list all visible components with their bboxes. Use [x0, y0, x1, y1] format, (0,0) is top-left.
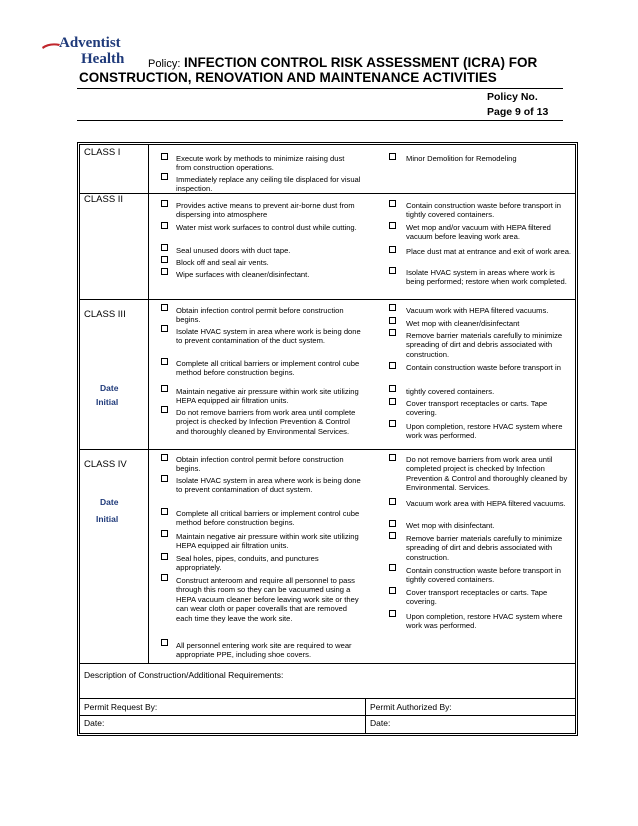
policy-title-line2: CONSTRUCTION, RENOVATION AND MAINTENANCE ACTIVITIES [79, 70, 497, 85]
class-i-label: CLASS I [84, 147, 121, 158]
class-iii-item: Obtain infection control permit before construction begins. [176, 306, 344, 325]
date-right-label: Date: [370, 718, 391, 728]
checkbox[interactable] [389, 564, 396, 571]
checkbox[interactable] [389, 200, 396, 207]
class-iv-item: Remove barrier materials carefully to minimize spreading of dirt and debris associated with construction. [406, 534, 563, 562]
checkbox[interactable] [389, 222, 396, 229]
class-iii-item: Remove barrier materials carefully to minimize spreading of dirt and debris associated with construction. [406, 331, 563, 359]
checkbox[interactable] [161, 173, 168, 180]
class-iii-item: Cover transport receptacles or carts. Tape covering. [406, 399, 548, 418]
class-iv-date-label: Date [100, 497, 119, 507]
class-iv-item: Isolate HVAC system in area where work is being done to prevent contamination of duct system. [176, 476, 361, 495]
page-number: Page 9 of 13 [487, 106, 549, 118]
header-divider-bottom [77, 120, 563, 121]
permit-authorized-label: Permit Authorized By: [370, 702, 452, 712]
permit-request-label: Permit Request By: [84, 702, 158, 712]
class-iii-item: Complete all critical barriers or implement control cube method before construction begins. [176, 359, 360, 378]
checkbox[interactable] [161, 244, 168, 251]
class-iii-initial-label: Initial [96, 397, 119, 407]
checkbox[interactable] [161, 325, 168, 332]
class-iv-initial-label: Initial [96, 514, 119, 524]
checkbox[interactable] [161, 268, 168, 275]
class-iv-item: Upon completion, restore HVAC system where work was performed. [406, 612, 563, 631]
checkbox[interactable] [161, 639, 168, 646]
policy-title: INFECTION CONTROL RISK ASSESSMENT (ICRA) FOR [184, 55, 538, 70]
checkbox[interactable] [389, 304, 396, 311]
class-iv-item: Complete all critical barriers or implement control cube method before construction begins. [176, 509, 360, 528]
checkbox[interactable] [161, 508, 168, 515]
checkbox[interactable] [161, 553, 168, 560]
checkbox[interactable] [389, 454, 396, 461]
class-iv-item: Obtain infection control permit before construction begins. [176, 455, 344, 474]
row-divider [79, 698, 576, 699]
logo-line1: Adventist [59, 35, 121, 51]
checkbox[interactable] [389, 153, 396, 160]
class-iv-item: Maintain negative air pressure within work site utilizing HEPA equipped air filtration units. [176, 532, 359, 551]
checkbox[interactable] [389, 385, 396, 392]
logo-swoosh-icon [41, 41, 61, 51]
date-left-label: Date: [84, 718, 105, 728]
row-divider [79, 449, 576, 450]
row-divider [79, 663, 576, 664]
checkbox[interactable] [161, 200, 168, 207]
checkbox[interactable] [161, 574, 168, 581]
checkbox[interactable] [389, 587, 396, 594]
class-iii-item: tightly covered containers. [406, 387, 495, 396]
class-ii-item: Place dust mat at entrance and exit of work area. [406, 247, 572, 256]
class-iv-item: Seal holes, pipes, conduits, and punctures appropriately. [176, 554, 319, 573]
header-divider-top [77, 88, 563, 89]
class-ii-item: Provides active means to prevent air-borne dust from dispersing into atmosphere [176, 201, 355, 220]
checkbox[interactable] [389, 362, 396, 369]
class-iii-item: Contain construction waste before transport in [406, 363, 561, 372]
class-iv-item: All personnel entering work site are required to wear appropriate PPE, including shoe covers. [176, 641, 352, 660]
description-label: Description of Construction/Additional Requirements: [84, 670, 284, 680]
checkbox[interactable] [161, 454, 168, 461]
row-divider [79, 299, 576, 300]
checkbox[interactable] [389, 498, 396, 505]
class-iii-item: Do not remove barriers from work area until complete project is checked by Infection Prevention & Control and thoroughly cleaned by Environmental Services. [176, 408, 356, 436]
checkbox[interactable] [161, 153, 168, 160]
checkbox[interactable] [389, 610, 396, 617]
policy-title-line1 [148, 55, 537, 70]
class-iii-item: Upon completion, restore HVAC system where work was performed. [406, 422, 563, 441]
class-ii-item: Wet mop and/or vacuum with HEPA filtered vacuum before leaving work area. [406, 223, 551, 242]
checkbox[interactable] [389, 532, 396, 539]
column-divider [365, 698, 366, 734]
class-ii-item: Contain construction waste before transport in tightly covered containers. [406, 201, 561, 220]
checkbox[interactable] [161, 475, 168, 482]
class-ii-item: Seal unused doors with duct tape. [176, 246, 291, 255]
checkbox[interactable] [389, 246, 396, 253]
checkbox[interactable] [389, 267, 396, 274]
class-i-item: Immediately replace any ceiling tile displaced for visual inspection. [176, 175, 361, 194]
class-iii-label: CLASS III [84, 309, 126, 320]
policy-label: Policy: [148, 58, 181, 70]
checkbox[interactable] [389, 520, 396, 527]
class-ii-item: Block off and seal air vents. [176, 258, 269, 267]
checkbox[interactable] [389, 420, 396, 427]
checkbox[interactable] [389, 317, 396, 324]
class-iv-item: Wet mop with disinfectant. [406, 521, 495, 530]
class-iii-item: Isolate HVAC system in area where work is being done to prevent contamination of the duct system. [176, 327, 361, 346]
class-iv-item: Vacuum work area with HEPA filtered vacuums. [406, 499, 566, 508]
class-iv-item: Do not remove barriers from work area until completed project is checked by Infection Prevention & Control and thoroughly cleaned by Environmental. Services. [406, 455, 568, 493]
class-iii-date-label: Date [100, 383, 119, 393]
class-iv-item: Contain construction waste before transport in tightly covered containers. [406, 566, 561, 585]
checkbox[interactable] [161, 304, 168, 311]
policy-number-label: Policy No. [487, 91, 538, 103]
class-ii-label: CLASS II [84, 194, 124, 205]
checkbox[interactable] [161, 358, 168, 365]
checkbox[interactable] [389, 398, 396, 405]
class-iii-item: Wet mop with cleaner/disinfectant [406, 319, 520, 328]
checkbox[interactable] [161, 530, 168, 537]
checkbox[interactable] [161, 406, 168, 413]
class-iii-item: Vacuum work with HEPA filtered vacuums. [406, 306, 549, 315]
class-iv-label: CLASS IV [84, 459, 127, 470]
adventist-health-logo [41, 35, 133, 69]
class-ii-item: Isolate HVAC system in areas where work is being performed; restore when work completed. [406, 268, 567, 287]
checkbox[interactable] [161, 222, 168, 229]
checkbox[interactable] [161, 256, 168, 263]
checkbox[interactable] [389, 329, 396, 336]
column-divider [148, 144, 149, 663]
logo-line2: Health [81, 51, 125, 67]
class-i-item: Execute work by methods to minimize raising dust from construction operations. [176, 154, 345, 173]
class-iv-item: Cover transport receptacles or carts. Tape covering. [406, 588, 548, 607]
class-iv-item: Construct anteroom and require all personnel to pass through this room so they can be vacuumed using a HEPA vacuum cleaner before leaving work site or they can wear cloth or paper coveralls that are removed each time they leave the work site. [176, 576, 359, 623]
checkbox[interactable] [161, 385, 168, 392]
class-i-item: Minor Demolition for Remodeling [406, 154, 517, 163]
class-iii-item: Maintain negative air pressure within work site utilizing HEPA equipped air filtration units. [176, 387, 359, 406]
class-ii-item: Water mist work surfaces to control dust while cutting. [176, 223, 357, 232]
row-divider [79, 715, 576, 716]
class-ii-item: Wipe surfaces with cleaner/disinfectant. [176, 270, 310, 279]
